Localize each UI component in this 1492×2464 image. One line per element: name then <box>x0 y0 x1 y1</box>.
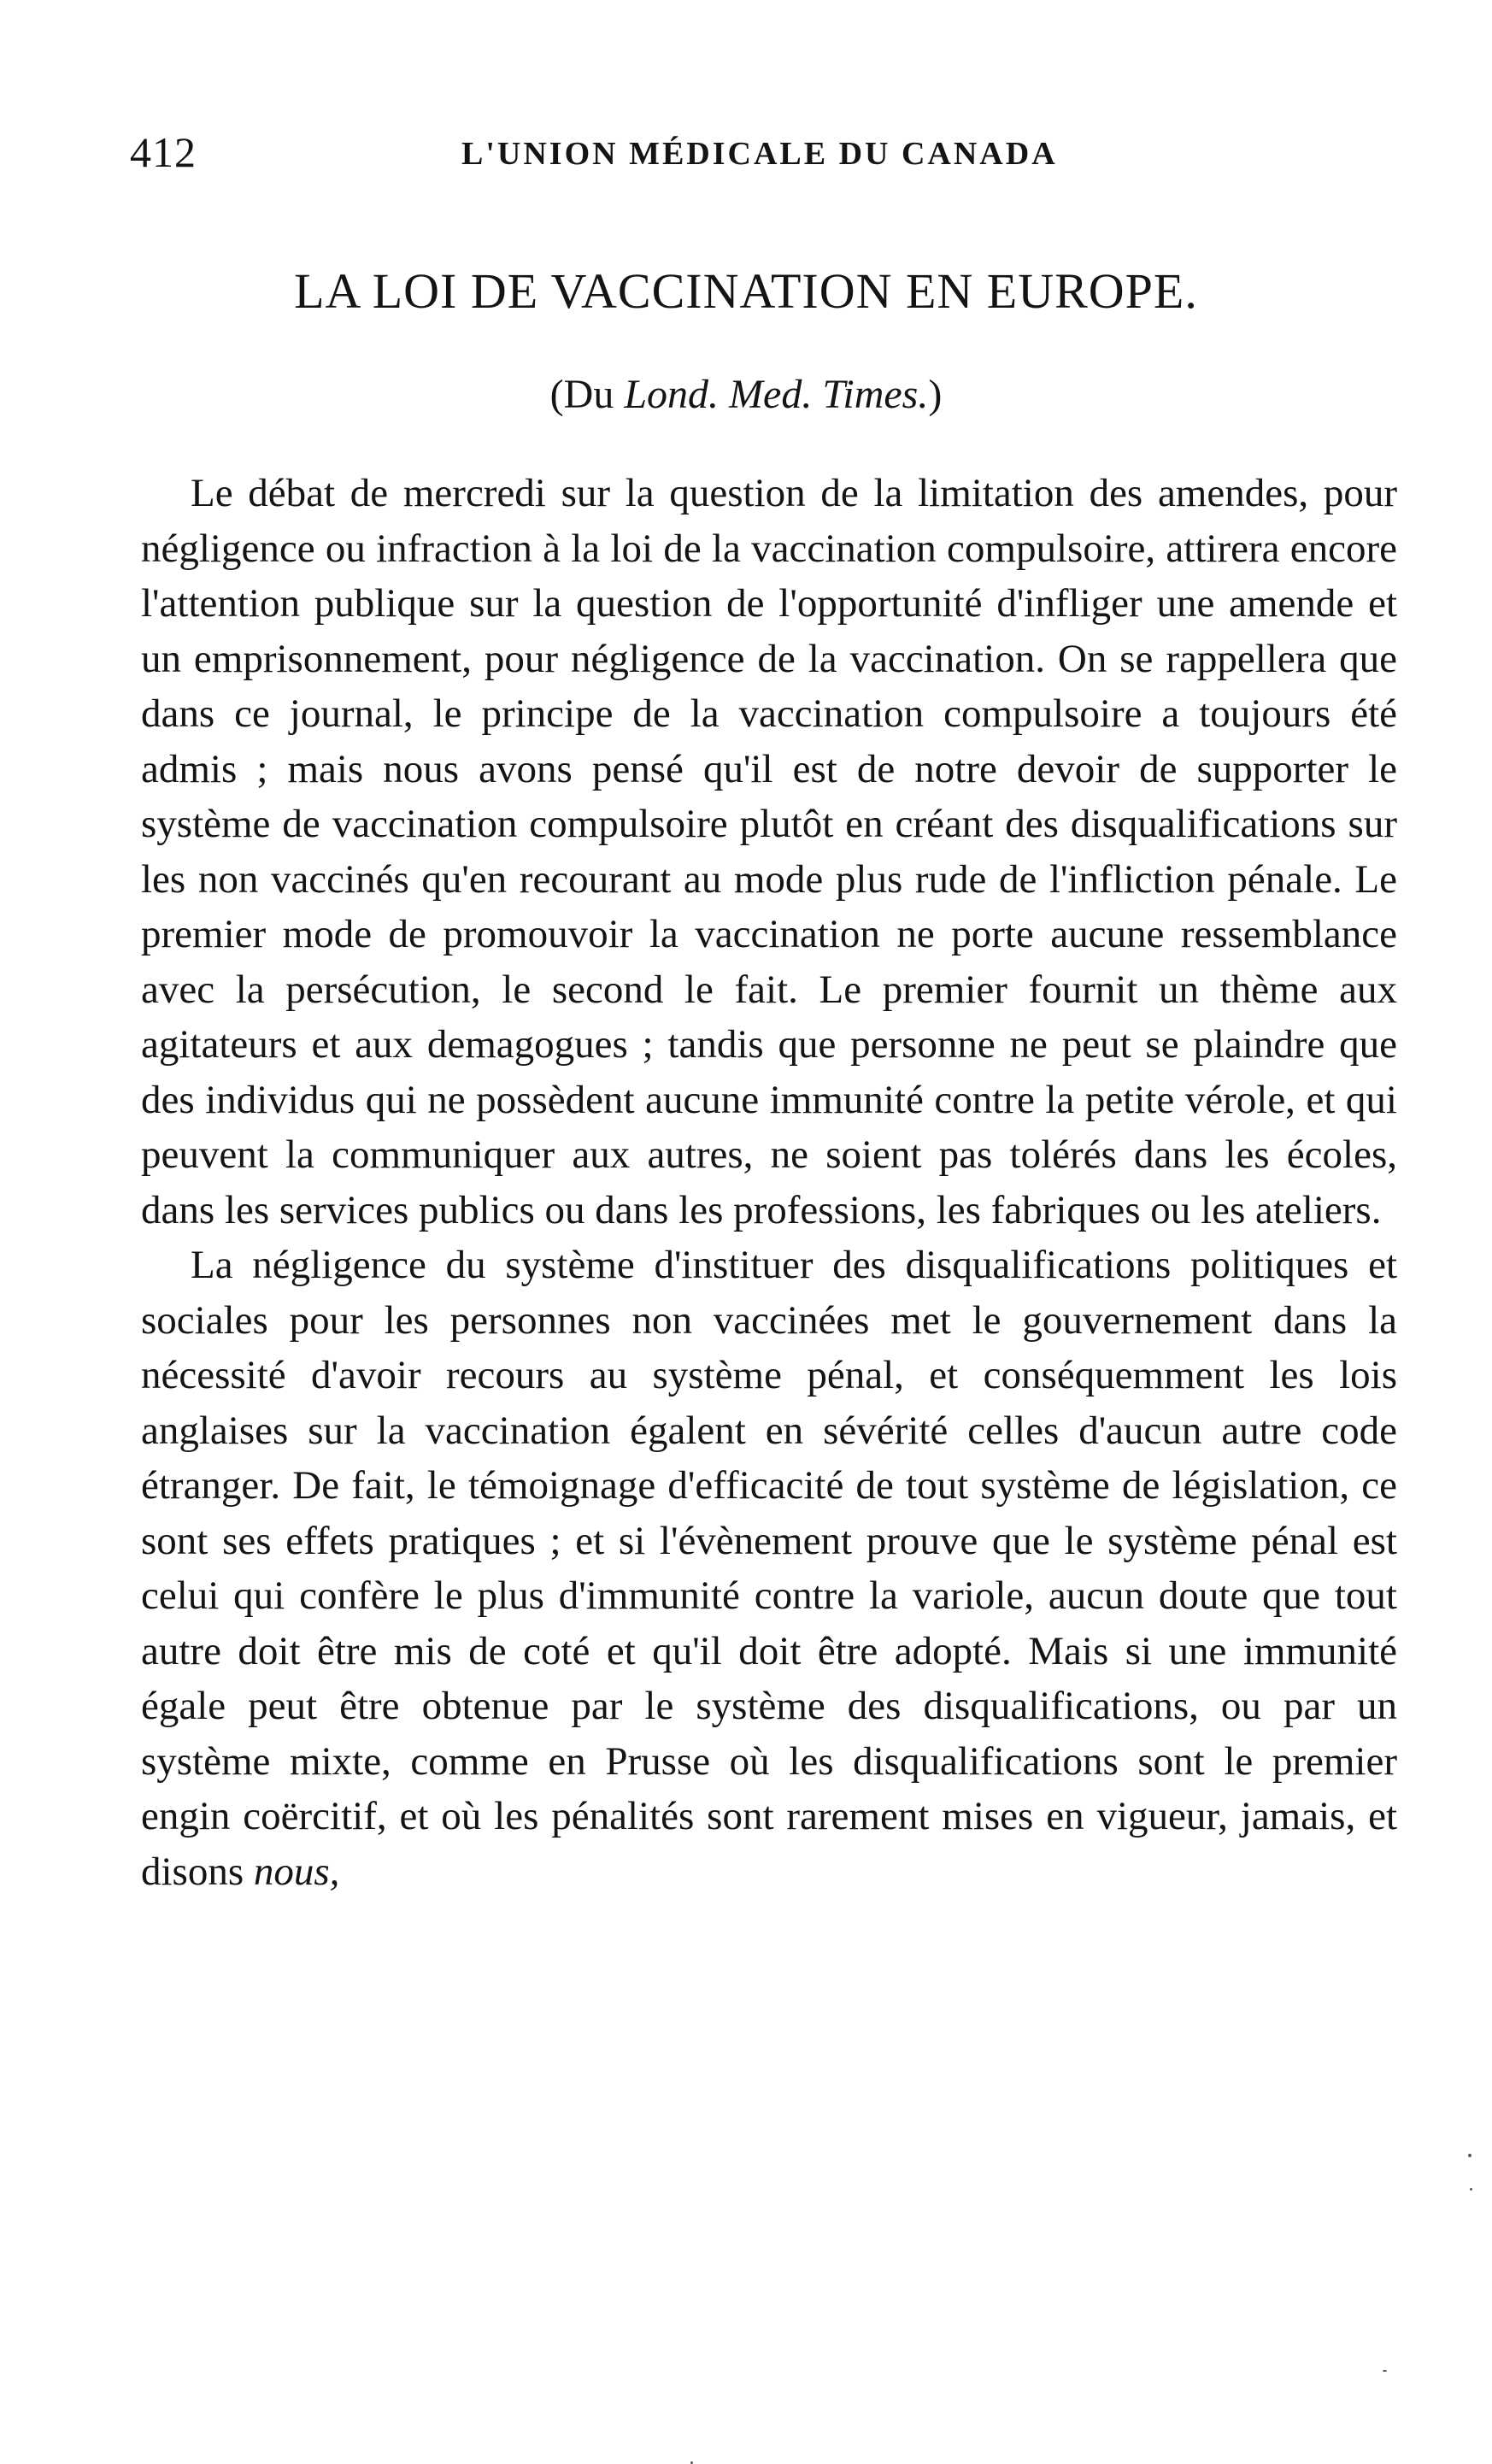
paragraph-2-text: La négligence du système d'instituer des disqualifications politiques et sociales pour les personnes non vaccinées met le gouvernement dans la nécessité d'avoir recours au système pénal, et conséquemment les lois anglaises sur la vaccination égalent en sévérité celles d'aucun autre code étranger. De fait, le témoignage d'efficacité de tout système de législation, ce sont ses effets pratiques ; et si l'évènement prouve que le système pénal est celui qui confère le plus d'immunité contre la variole, aucun doute que tout autre doit être mis de coté et qu'il doit être adopté. Mais si une immunité égale peut être obtenue par le système des disqualifications, ou par un système mixte, comme en Prusse où les disqualifications sont le premier engin coërcitif, et où les pénalités sont rarement mises en vigueur, jamais, et disons <box>141 1243 1397 1894</box>
scan-speck <box>1383 2370 1387 2372</box>
article-title: LA LOI DE VACCINATION EN EUROPE. <box>294 263 1198 319</box>
paragraph-2-italic-end: nous, <box>253 1849 340 1894</box>
article-body <box>141 466 1397 1899</box>
journal-title: L'UNION MÉDICALE DU CANADA <box>461 136 1058 172</box>
source-close: ) <box>928 372 943 417</box>
paragraph-1: Le débat de mercredi sur la question de la limitation des amendes, pour négligence ou infraction à la loi de la vaccination compulsoire, attirera encore l'attention publique sur la question de l'opportunité d'infliger une amende et un emprisonnement, pour négligence de la vaccination. On se rappellera que dans ce journal, le principe de la vaccination compulsoire a toujours été admis ; mais nous avons pensé qu'il est de notre devoir de supporter le système de vaccination compulsoire plutôt en créant des disqualifications sur les non vaccinés qu'en recourant au mode plus rude de l'infliction pénale. Le premier mode de promouvoir la vaccination ne porte aucune ressemblance avec la persécution, le second le fait. Le premier fournit un thème aux agitateurs et aux demagogues ; tandis que personne ne peut se plaindre que des individus qui ne possèdent aucune immunité contre la petite vérole, et qui peuvent la communiquer aux autres, ne soient pas tolérés dans les écoles, dans les services publics ou dans les professions, les fabriques ou les ateliers. <box>141 471 1397 1232</box>
page-number: 412 <box>130 128 197 176</box>
scan-speck <box>1468 2154 1471 2157</box>
source-open: (Du <box>549 372 625 417</box>
article-source <box>0 368 1492 422</box>
scan-speck <box>1470 2188 1472 2191</box>
paragraph-2 <box>141 1238 1397 1899</box>
source-publication: Lond. Med. Times. <box>624 372 929 417</box>
running-head <box>0 126 1492 178</box>
